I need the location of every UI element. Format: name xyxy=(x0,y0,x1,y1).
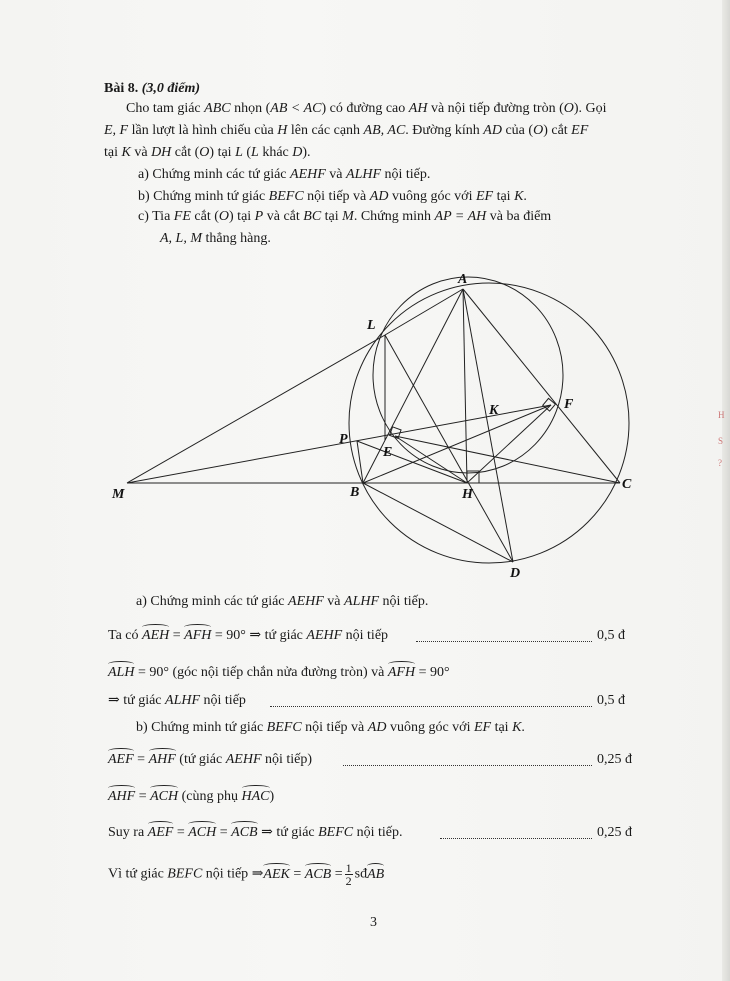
score-4: 0,25 đ xyxy=(597,825,632,840)
circle-aehf xyxy=(373,277,563,473)
question-c: c) Tia FE cắt (O) tại P và cắt BC tại M. Chứng minh AP = AH và ba điểm xyxy=(138,209,552,224)
fraction-one-half: $\frac{1}{2}$ xyxy=(345,861,352,888)
solution-b-heading: b) Chứng minh tứ giác BEFC nội tiếp và AD vuông góc với EF tại K. xyxy=(136,720,525,735)
label-d: D xyxy=(510,566,521,581)
dotted-leader xyxy=(343,765,592,766)
problem-intro-line-1: Cho tam giác ABC nhọn (AB < AC) có đường cao AH và nội tiếp đường tròn (O). Gọi xyxy=(126,101,607,116)
segment-ac xyxy=(463,289,620,483)
label-b: B xyxy=(350,485,360,500)
solution-a-heading: a) Chứng minh các tứ giác AEHF và ALHF nội tiếp. xyxy=(136,594,429,609)
dotted-leader xyxy=(416,641,592,642)
solution-step-4: AEF = AHF (tứ giác AEHF nội tiếp) xyxy=(108,752,313,767)
label-h: H xyxy=(462,487,473,502)
margin-mark: H xyxy=(718,410,725,420)
geometry-figure xyxy=(0,268,730,588)
page-number: 3 xyxy=(370,915,377,930)
altitude-ah xyxy=(463,289,467,483)
solution-step-2: ALH = 90° (góc nội tiếp chắn nửa đường tròn) và AFH = 90° xyxy=(108,665,450,680)
label-l: L xyxy=(367,318,376,333)
score-2: 0,5 đ xyxy=(597,693,625,708)
solution-step-3: ⇒ tứ giác ALHF nội tiếp xyxy=(108,693,246,708)
segment-ml xyxy=(127,335,385,483)
question-b: b) Chứng minh tứ giác BEFC nội tiếp và AD vuông góc với EF tại K. xyxy=(138,189,527,204)
solution-step-7: Vì tứ giác BEFC nội tiếp ⇒AEK = ACB = $\frac{1}{2}$ sđAB xyxy=(108,861,385,888)
label-k: K xyxy=(489,403,499,418)
segment-bf xyxy=(363,405,551,483)
diameter-ad xyxy=(463,289,513,562)
label-p: P xyxy=(339,432,348,447)
dotted-leader xyxy=(440,838,592,839)
label-a: A xyxy=(458,272,468,287)
circumcircle-o xyxy=(349,283,629,563)
score-1: 0,5 đ xyxy=(597,628,625,643)
question-c-cont: A, L, M thẳng hàng. xyxy=(160,231,271,246)
problem-intro-line-2: E, F lần lượt là hình chiếu của H lên các cạnh AB, AC. Đường kính AD của (O) cắt EF xyxy=(104,123,589,138)
segment-ec xyxy=(395,436,620,483)
dotted-leader xyxy=(270,706,592,707)
label-e: E xyxy=(383,445,393,460)
label-f: F xyxy=(564,397,574,412)
question-a: a) Chứng minh các tứ giác AEHF và ALHF nội tiếp. xyxy=(138,167,431,182)
solution-step-1: Ta có AEH = AFH = 90° ⇒ tứ giác AEHF nội tiếp xyxy=(108,628,389,643)
margin-mark: ? xyxy=(718,458,722,468)
solution-step-6: Suy ra AEF = ACH = ACB ⇒ tứ giác BEFC nội tiếp. xyxy=(108,825,403,840)
segment-hf xyxy=(467,405,551,483)
problem-intro-line-3: tại K và DH cắt (O) tại L (L khác D). xyxy=(104,145,311,160)
score-3: 0,25 đ xyxy=(597,752,632,767)
margin-mark: S xyxy=(718,436,724,446)
label-m: M xyxy=(112,487,125,502)
problem-title: Bài 8. (3,0 điểm) xyxy=(104,81,201,96)
solution-step-5: AHF = ACH (cùng phụ HAC) xyxy=(108,789,275,804)
label-c: C xyxy=(622,477,632,492)
